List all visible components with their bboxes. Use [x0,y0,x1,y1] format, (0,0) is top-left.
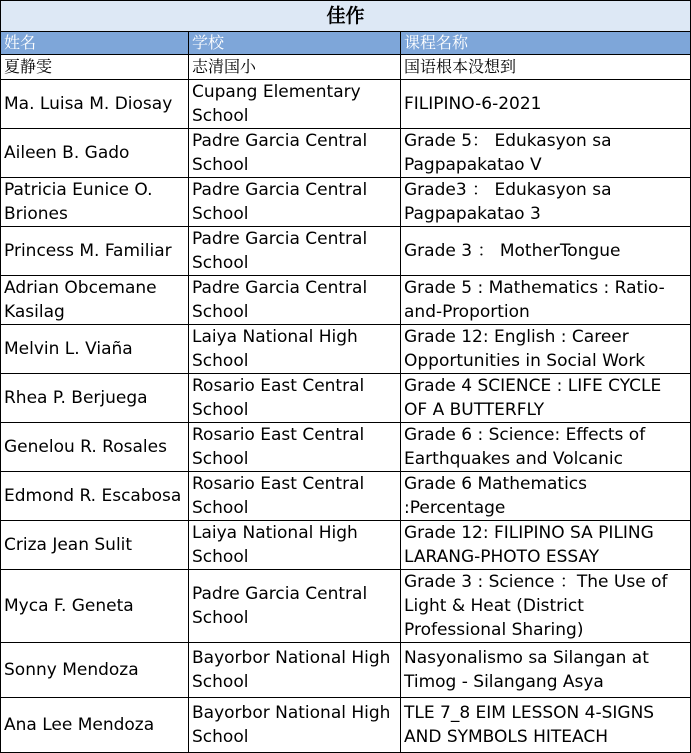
table-row [1,178,691,227]
table-row [1,276,691,325]
cell-course: Grade 5 : Mathematics : Ratio-and-Proportion [401,276,691,325]
cell-course: Grade3 ： Edukasyon sa Pagpapakatao 3 [401,178,691,227]
cell-school: 志清国小 [189,55,401,80]
cell-course: Grade 12: FILIPINO SA PILING LARANG-PHOTO ESSAY [401,521,691,570]
table-row [1,55,691,80]
cell-course: Grade 12: English : Career Opportunities in Social Work [401,325,691,374]
table-row [1,643,691,698]
header-row [1,32,691,55]
cell-school: Laiya National High School [189,521,401,570]
cell-school: Rosario East Central School [189,423,401,472]
title-row [1,1,691,32]
cell-course: Grade 5： Edukasyon sa Pagpapakatao V [401,129,691,178]
cell-school: Padre Garcia Central School [189,129,401,178]
header-name: 姓名 [1,32,189,55]
cell-name: Rhea P. Berjuega [1,374,189,423]
cell-school: Bayorbor National High School [189,698,401,753]
cell-school: Padre Garcia Central School [189,570,401,643]
cell-course: Grade 4 SCIENCE : LIFE CYCLE OF A BUTTERFLY [401,374,691,423]
cell-name: Ana Lee Mendoza [1,698,189,753]
table-title: 佳作 [1,1,691,32]
cell-name: Ma. Luisa M. Diosay [1,80,189,129]
cell-school: Rosario East Central School [189,374,401,423]
table-row [1,521,691,570]
cell-course: 国语根本没想到 [401,55,691,80]
cell-name: Melvin L. Viaña [1,325,189,374]
table-row [1,423,691,472]
cell-name: Aileen B. Gado [1,129,189,178]
cell-school: Padre Garcia Central School [189,178,401,227]
table-row [1,80,691,129]
cell-school: Laiya National High School [189,325,401,374]
cell-name: Patricia Eunice O. Briones [1,178,189,227]
cell-school: Cupang Elementary School [189,80,401,129]
cell-course: Grade 3 ： MotherTongue [401,227,691,276]
cell-name: 夏静雯 [1,55,189,80]
cell-name: Myca F. Geneta [1,570,189,643]
cell-name: Genelou R. Rosales [1,423,189,472]
table-row [1,472,691,521]
cell-name: Adrian Obcemane Kasilag [1,276,189,325]
cell-school: Padre Garcia Central School [189,227,401,276]
cell-school: Bayorbor National High School [189,643,401,698]
cell-course: Grade 3 : Science ：The Use of Light & Heat (District Professional Sharing) [401,570,691,643]
header-school: 学校 [189,32,401,55]
cell-course: FILIPINO-6-2021 [401,80,691,129]
cell-course: TLE 7_8 EIM LESSON 4-SIGNS AND SYMBOLS HITEACH [401,698,691,753]
cell-name: Princess M. Familiar [1,227,189,276]
cell-school: Padre Garcia Central School [189,276,401,325]
table-row [1,325,691,374]
table-row [1,129,691,178]
table-row [1,698,691,753]
cell-course: Grade 6 Mathematics :Percentage [401,472,691,521]
cell-course: Grade 6 : Science: Effects of Earthquakes and Volcanic [401,423,691,472]
header-course: 课程名称 [401,32,691,55]
cell-school: Rosario East Central School [189,472,401,521]
table-row [1,374,691,423]
table-row [1,227,691,276]
cell-name: Edmond R. Escabosa [1,472,189,521]
cell-course: Nasyonalismo sa Silangan at Timog - Silangang Asya [401,643,691,698]
cell-name: Criza Jean Sulit [1,521,189,570]
table-row [1,570,691,643]
cell-name: Sonny Mendoza [1,643,189,698]
